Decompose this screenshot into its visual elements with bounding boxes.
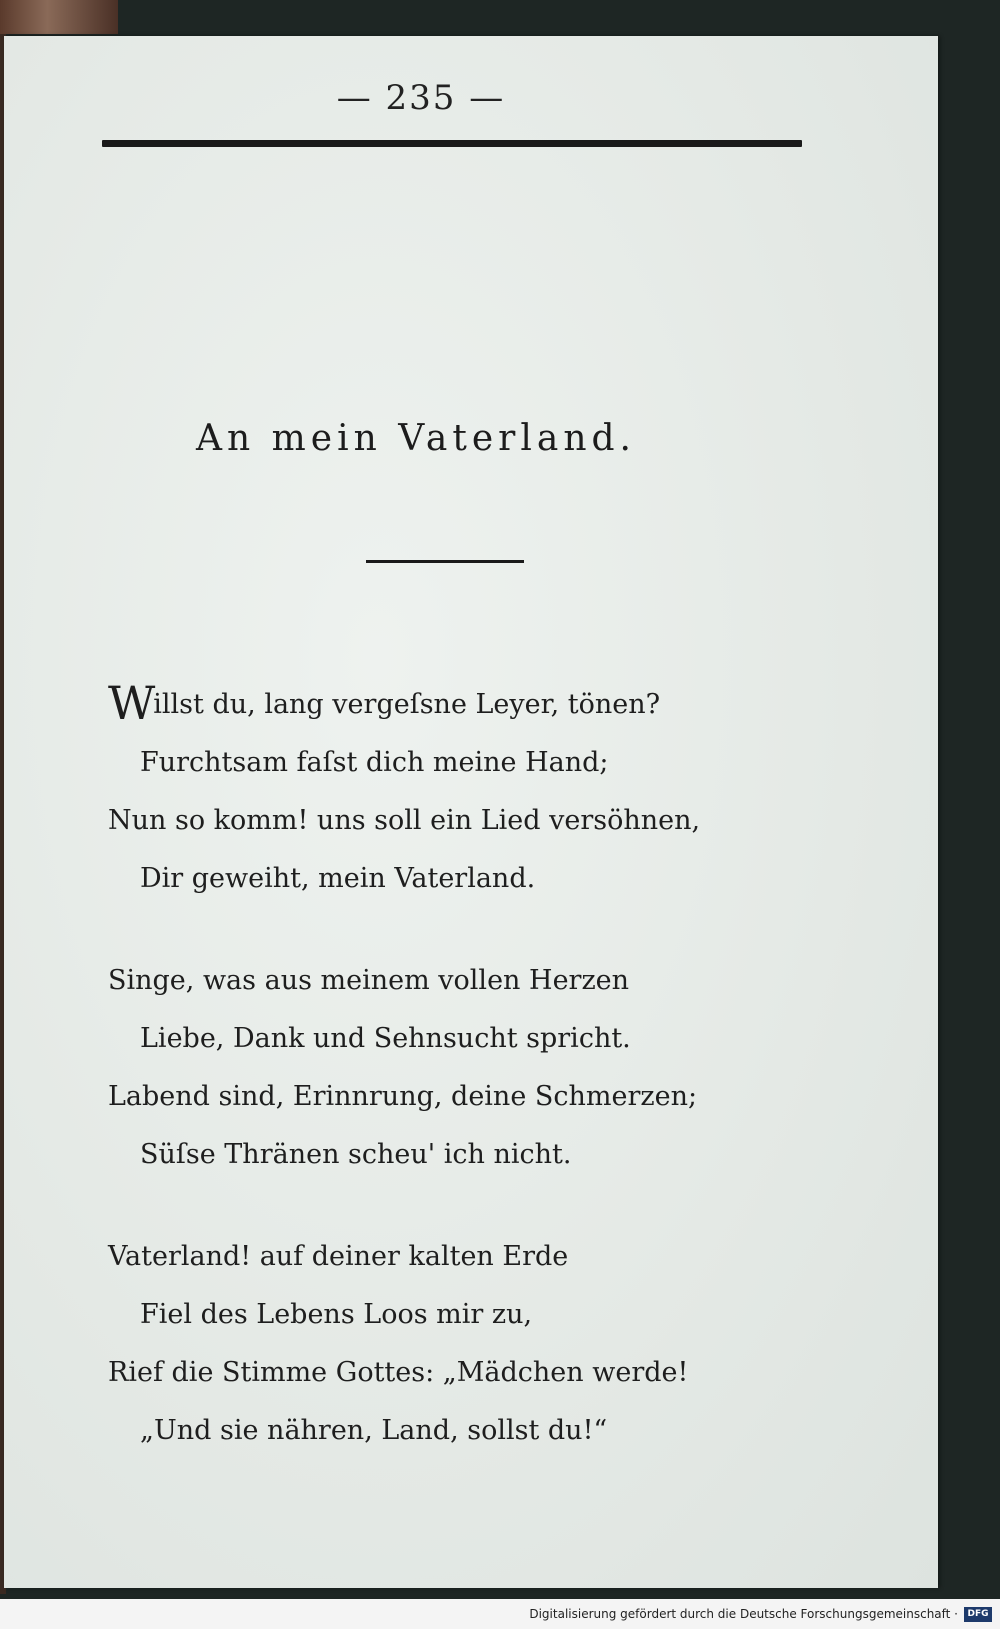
verse-line: Furchtsam faſst dich meine Hand; — [140, 747, 609, 778]
poem-body — [108, 676, 868, 1504]
verse-line: Dir geweiht, mein Vaterland. — [140, 863, 536, 894]
digitization-footer — [0, 1599, 1000, 1629]
stanza-3 — [108, 1228, 868, 1460]
page-number: — 235 — — [336, 78, 506, 118]
verse-line: Labend sind, Erinnrung, deine Schmerzen; — [108, 1081, 698, 1112]
verse-line: Nun so komm! uns soll ein Lied versöhnen, — [108, 805, 701, 836]
funding-credit: Digitalisierung gefördert durch die Deutsche Forschungsgemeinschaft · — [529, 1607, 958, 1621]
drop-cap: W — [108, 676, 156, 730]
verse-line: „Und sie nähren, Land, sollst du!“ — [140, 1415, 608, 1446]
verse-line: Vaterland! auf deiner kalten Erde — [108, 1241, 569, 1272]
verse-line-text: illst du, lang vergeſsne Leyer, tönen? — [153, 689, 661, 720]
poem-title: An mein Vaterland. — [196, 418, 636, 459]
verse-line: Rief die Stimme Gottes: „Mädchen werde! — [108, 1357, 689, 1388]
verse-line — [108, 676, 868, 734]
stanza-1 — [108, 676, 868, 908]
stanza-2 — [108, 952, 868, 1184]
book-spine-edge — [0, 0, 118, 34]
header-rule — [102, 140, 802, 147]
verse-line: Süſse Thränen scheu' ich nicht. — [140, 1139, 572, 1170]
verse-line: Liebe, Dank und Sehnsucht spricht. — [140, 1023, 631, 1054]
dfg-logo-icon: DFG — [964, 1607, 992, 1622]
title-divider — [366, 560, 524, 563]
book-page — [4, 36, 938, 1588]
verse-line: Fiel des Lebens Loos mir zu, — [140, 1299, 533, 1330]
verse-line: Singe, was aus meinem vollen Herzen — [108, 965, 630, 996]
